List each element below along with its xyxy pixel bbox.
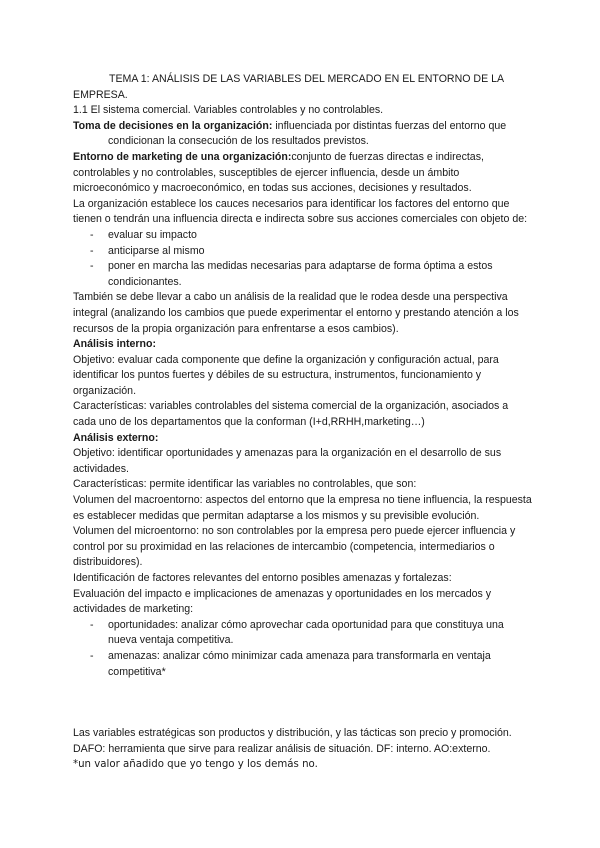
evaluacion-paragraph: Evaluación del impacto e implicaciones de amenazas y oportunidades en los mercados y actividades de marketing: [73, 587, 492, 616]
section-heading: 1.1 El sistema comercial. Variables controlables y no controlables. [73, 104, 384, 117]
document-page [73, 72, 533, 773]
footnote: *un valor añadido que yo tengo y los demás no. [73, 759, 318, 771]
dash-bullet: - [90, 244, 94, 257]
list-item [73, 244, 533, 260]
list-item-text: oportunidades: analizar cómo aprovechar cada oportunidad para que constituya una nueva ventaja competitiva. [108, 618, 504, 647]
dash-bullet: - [90, 228, 94, 241]
objetivos-list [73, 228, 533, 290]
list-item [73, 649, 533, 680]
toma-decisiones-label: Toma de decisiones en la organización: [73, 119, 273, 132]
list-item [73, 618, 533, 649]
identificacion-paragraph: Identificación de factores relevantes del entorno posibles amenazas y fortalezas: [73, 572, 452, 584]
analisis-interno-heading [73, 337, 533, 353]
toma-decisiones-paragraph [73, 119, 533, 150]
toma-decisiones-text: influenciada por distintas fuerzas del entorno que condicionan la consecución de los resultados previstos. [108, 119, 507, 148]
variables-paragraph: Las variables estratégicas son productos y distribución, y las tácticas son precio y promoción. [73, 727, 512, 740]
list-item [73, 259, 533, 290]
analisis-interno-heading-text: Análisis interno: [73, 338, 156, 351]
entorno-paragraph [73, 150, 533, 197]
microentorno-paragraph: Volumen del microentorno: no son controlables por la empresa pero puede ejercer influencia y control por su proximidad en las relaciones de intercambio (competencia, intermediarios o distribuidores). [73, 525, 516, 569]
analisis-externo-heading-text: Análisis externo: [73, 431, 159, 444]
blank-space [73, 680, 533, 726]
entorno-label: Entorno de marketing de una organización: [73, 150, 292, 163]
dash-bullet: - [90, 260, 94, 273]
interno-objetivo: Objetivo: evaluar cada componente que define la organización y configuración actual, para identificar los puntos fuertes y débiles de su estructura, instrumentos, funcionamiento y organización. [73, 353, 499, 397]
cauces-paragraph: La organización establece los cauces necesarios para identificar los factores del entorno que tienen o tendrán una influencia directa e indirecta sobre sus acciones comerciales con objeto de: [73, 197, 528, 226]
list-item-text: amenazas: analizar cómo minimizar cada amenaza para transformarla en ventaja competitiva* [108, 649, 491, 678]
tambien-paragraph: También se debe llevar a cabo un análisis de la realidad que le rodea desde una perspectiva integral (analizando los cambios que puede experimentar el entorno y prestando atención a los recursos de la propia organización para enfrentarse a esos cambios). [73, 291, 519, 335]
list-item-text: evaluar su impacto [108, 228, 197, 241]
analisis-externo-heading [73, 431, 533, 447]
dash-bullet: - [90, 618, 94, 631]
oportunidades-list [73, 618, 533, 680]
list-item-text: anticiparse al mismo [108, 244, 205, 257]
macroentorno-paragraph: Volumen del macroentorno: aspectos del entorno que la empresa no tiene influencia, la respuesta es establecer medidas que permitan adaptarse a los mismos y su previsible evolución. [73, 494, 532, 522]
list-item-text: poner en marcha las medidas necesarias para adaptarse de forma óptima a estos condicionantes. [108, 260, 493, 288]
externo-caracteristicas: Características: permite identificar las variables no controlables, que son: [73, 478, 417, 491]
externo-objetivo: Objetivo: identificar oportunidades y amenazas para la organización en el desarrollo de sus actividades. [73, 447, 502, 475]
dash-bullet: - [90, 649, 94, 662]
interno-caracteristicas: Características: variables controlables del sistema comercial de la organización, asociados a cada uno de los departamentos que la conforman (I+d,RRHH,marketing…) [73, 400, 509, 429]
list-item [73, 228, 533, 244]
entorno-text: conjunto de fuerzas directas e indirectas, controlables y no controlables, susceptibles de ejercer influencia, desde un ámbito microeconómico y macroeconómico, en todas sus acciones, decisiones y resultados. [73, 150, 484, 195]
document-title: TEMA 1: ANÁLISIS DE LAS VARIABLES DEL MERCADO EN EL ENTORNO DE LA EMPRESA. [73, 73, 504, 101]
dafo-paragraph: DAFO: herramienta que sirve para realizar análisis de situación. DF: interno. AO:externo. [73, 742, 491, 755]
